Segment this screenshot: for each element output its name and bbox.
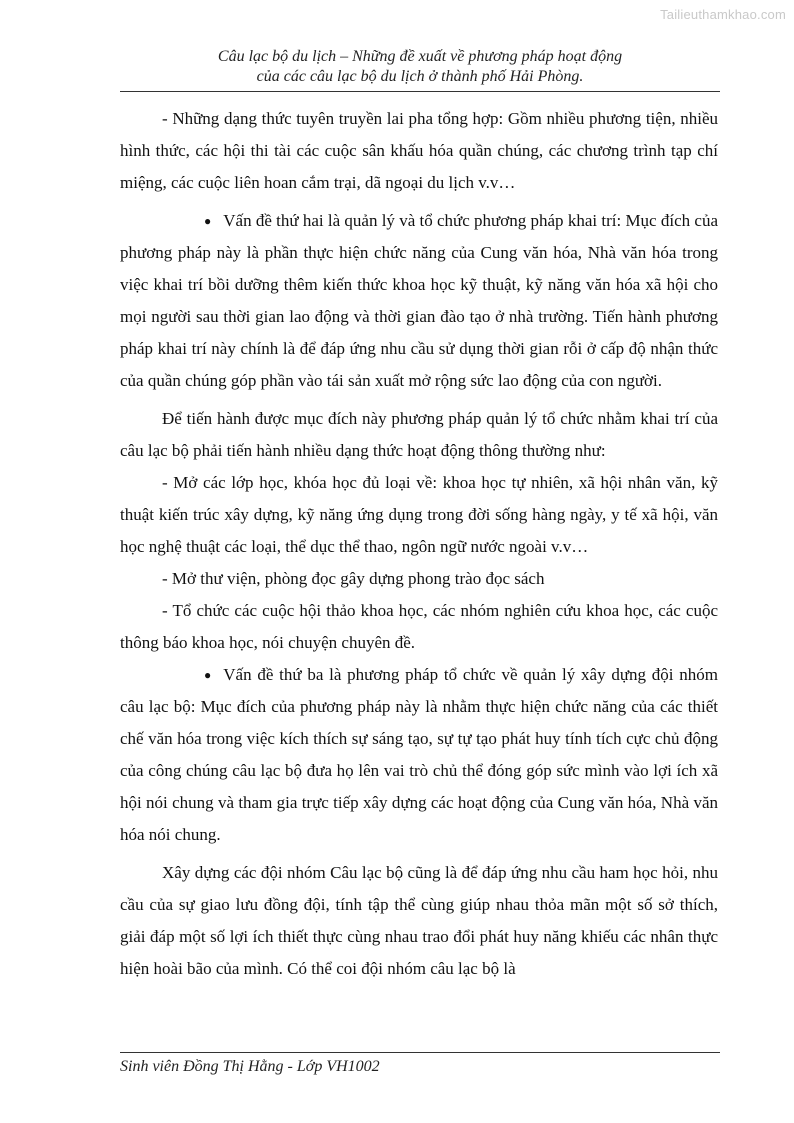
page-header (120, 47, 720, 87)
paragraph-1: - Những dạng thức tuyên truyền lai pha tổng hợp: Gồm nhiều phương tiện, nhiều hình thức, các hội thi tài các cuộc sân khấu hóa quần chúng, các chương trình tạp chí miệng, các cuộc liên hoan cắm trại, dã ngoại du lịch v.v… (120, 109, 718, 192)
paragraph-3: Để tiến hành được mục đích này phương pháp quản lý tổ chức nhằm khai trí của câu lạc bộ phải tiến hành nhiều dạng thức hoạt động thông thường như: (120, 409, 718, 460)
header-line-1: Câu lạc bộ du lịch – Những đề xuất về phương pháp hoạt động (217, 48, 623, 65)
paragraph-7-text: Vấn đề thứ ba là phương pháp tổ chức về quản lý xây dựng đội nhóm câu lạc bộ: Mục đích của phương pháp này là nhằm thực hiện chức năng của các thiết chế văn hóa trong việc kích thích sự sáng tạo, sự tự tạo phát huy tính tích cực chủ động của công chúng câu lạc bộ đưa họ lên vai trò chủ thể đóng góp sức mình vào lợi ích xã hội nói chung và tham gia trực tiếp xây dựng các hoạt động của Cung văn hóa, Nhà văn hóa nói chung. (120, 665, 718, 844)
page-footer: Sinh viên Đồng Thị Hằng - Lớp VH1002 (120, 1058, 380, 1075)
document-body (120, 103, 718, 985)
paragraph-6: - Tổ chức các cuộc hội thảo khoa học, các nhóm nghiên cứu khoa học, các cuộc thông báo khoa học, nói chuyện chuyên đề. (120, 601, 718, 652)
paragraph-2-bullet (120, 205, 718, 397)
watermark: Tailieuthamkhao.com (660, 7, 786, 22)
header-divider (120, 91, 720, 92)
paragraph-4: - Mở các lớp học, khóa học đủ loại về: khoa học tự nhiên, xã hội nhân văn, kỹ thuật kiến trúc xây dựng, kỹ năng ứng dụng trong đời sống hàng ngày, y tế xã hội, văn học nghệ thuật các loại, thể dục thể thao, ngôn ngữ nước ngoài v.v… (120, 473, 718, 556)
paragraph-5: - Mở thư viện, phòng đọc gây dựng phong trào đọc sách (162, 569, 545, 588)
paragraph-7-bullet (120, 659, 718, 851)
bullet-icon: ● (204, 668, 212, 682)
paragraph-8: Xây dựng các đội nhóm Câu lạc bộ cũng là để đáp ứng nhu cầu ham học hỏi, nhu cầu của sự giao lưu đồng đội, tính tập thể cùng giúp nhau thỏa mãn một số sở thích, giải đáp một số lợi ích thiết thực cùng nhau trao đổi phát huy năng khiếu các nhân thực hiện hoài bão của mình. Có thể coi đội nhóm câu lạc bộ là (120, 863, 718, 978)
header-line-2: của các câu lạc bộ du lịch ở thành phố Hải Phòng. (256, 68, 584, 85)
footer-divider (120, 1052, 720, 1053)
bullet-icon: ● (204, 214, 212, 228)
paragraph-2-text: Vấn đề thứ hai là quản lý và tổ chức phương pháp khai trí: Mục đích của phương pháp này là phần thực hiện chức năng của Cung văn hóa, Nhà văn hóa trong việc khai trí bồi dưỡng thêm kiến thức khoa học kỹ thuật, kỹ năng văn hóa xã hội cho mọi người sau thời gian lao động và thời gian đào tạo ở nhà trường. Tiến hành phương pháp khai trí này chính là để đáp ứng nhu cầu sử dụng thời gian rỗi ở cấp độ nhận thức của quần chúng góp phần vào tái sản xuất mở rộng sức lao động của con người. (120, 211, 718, 390)
